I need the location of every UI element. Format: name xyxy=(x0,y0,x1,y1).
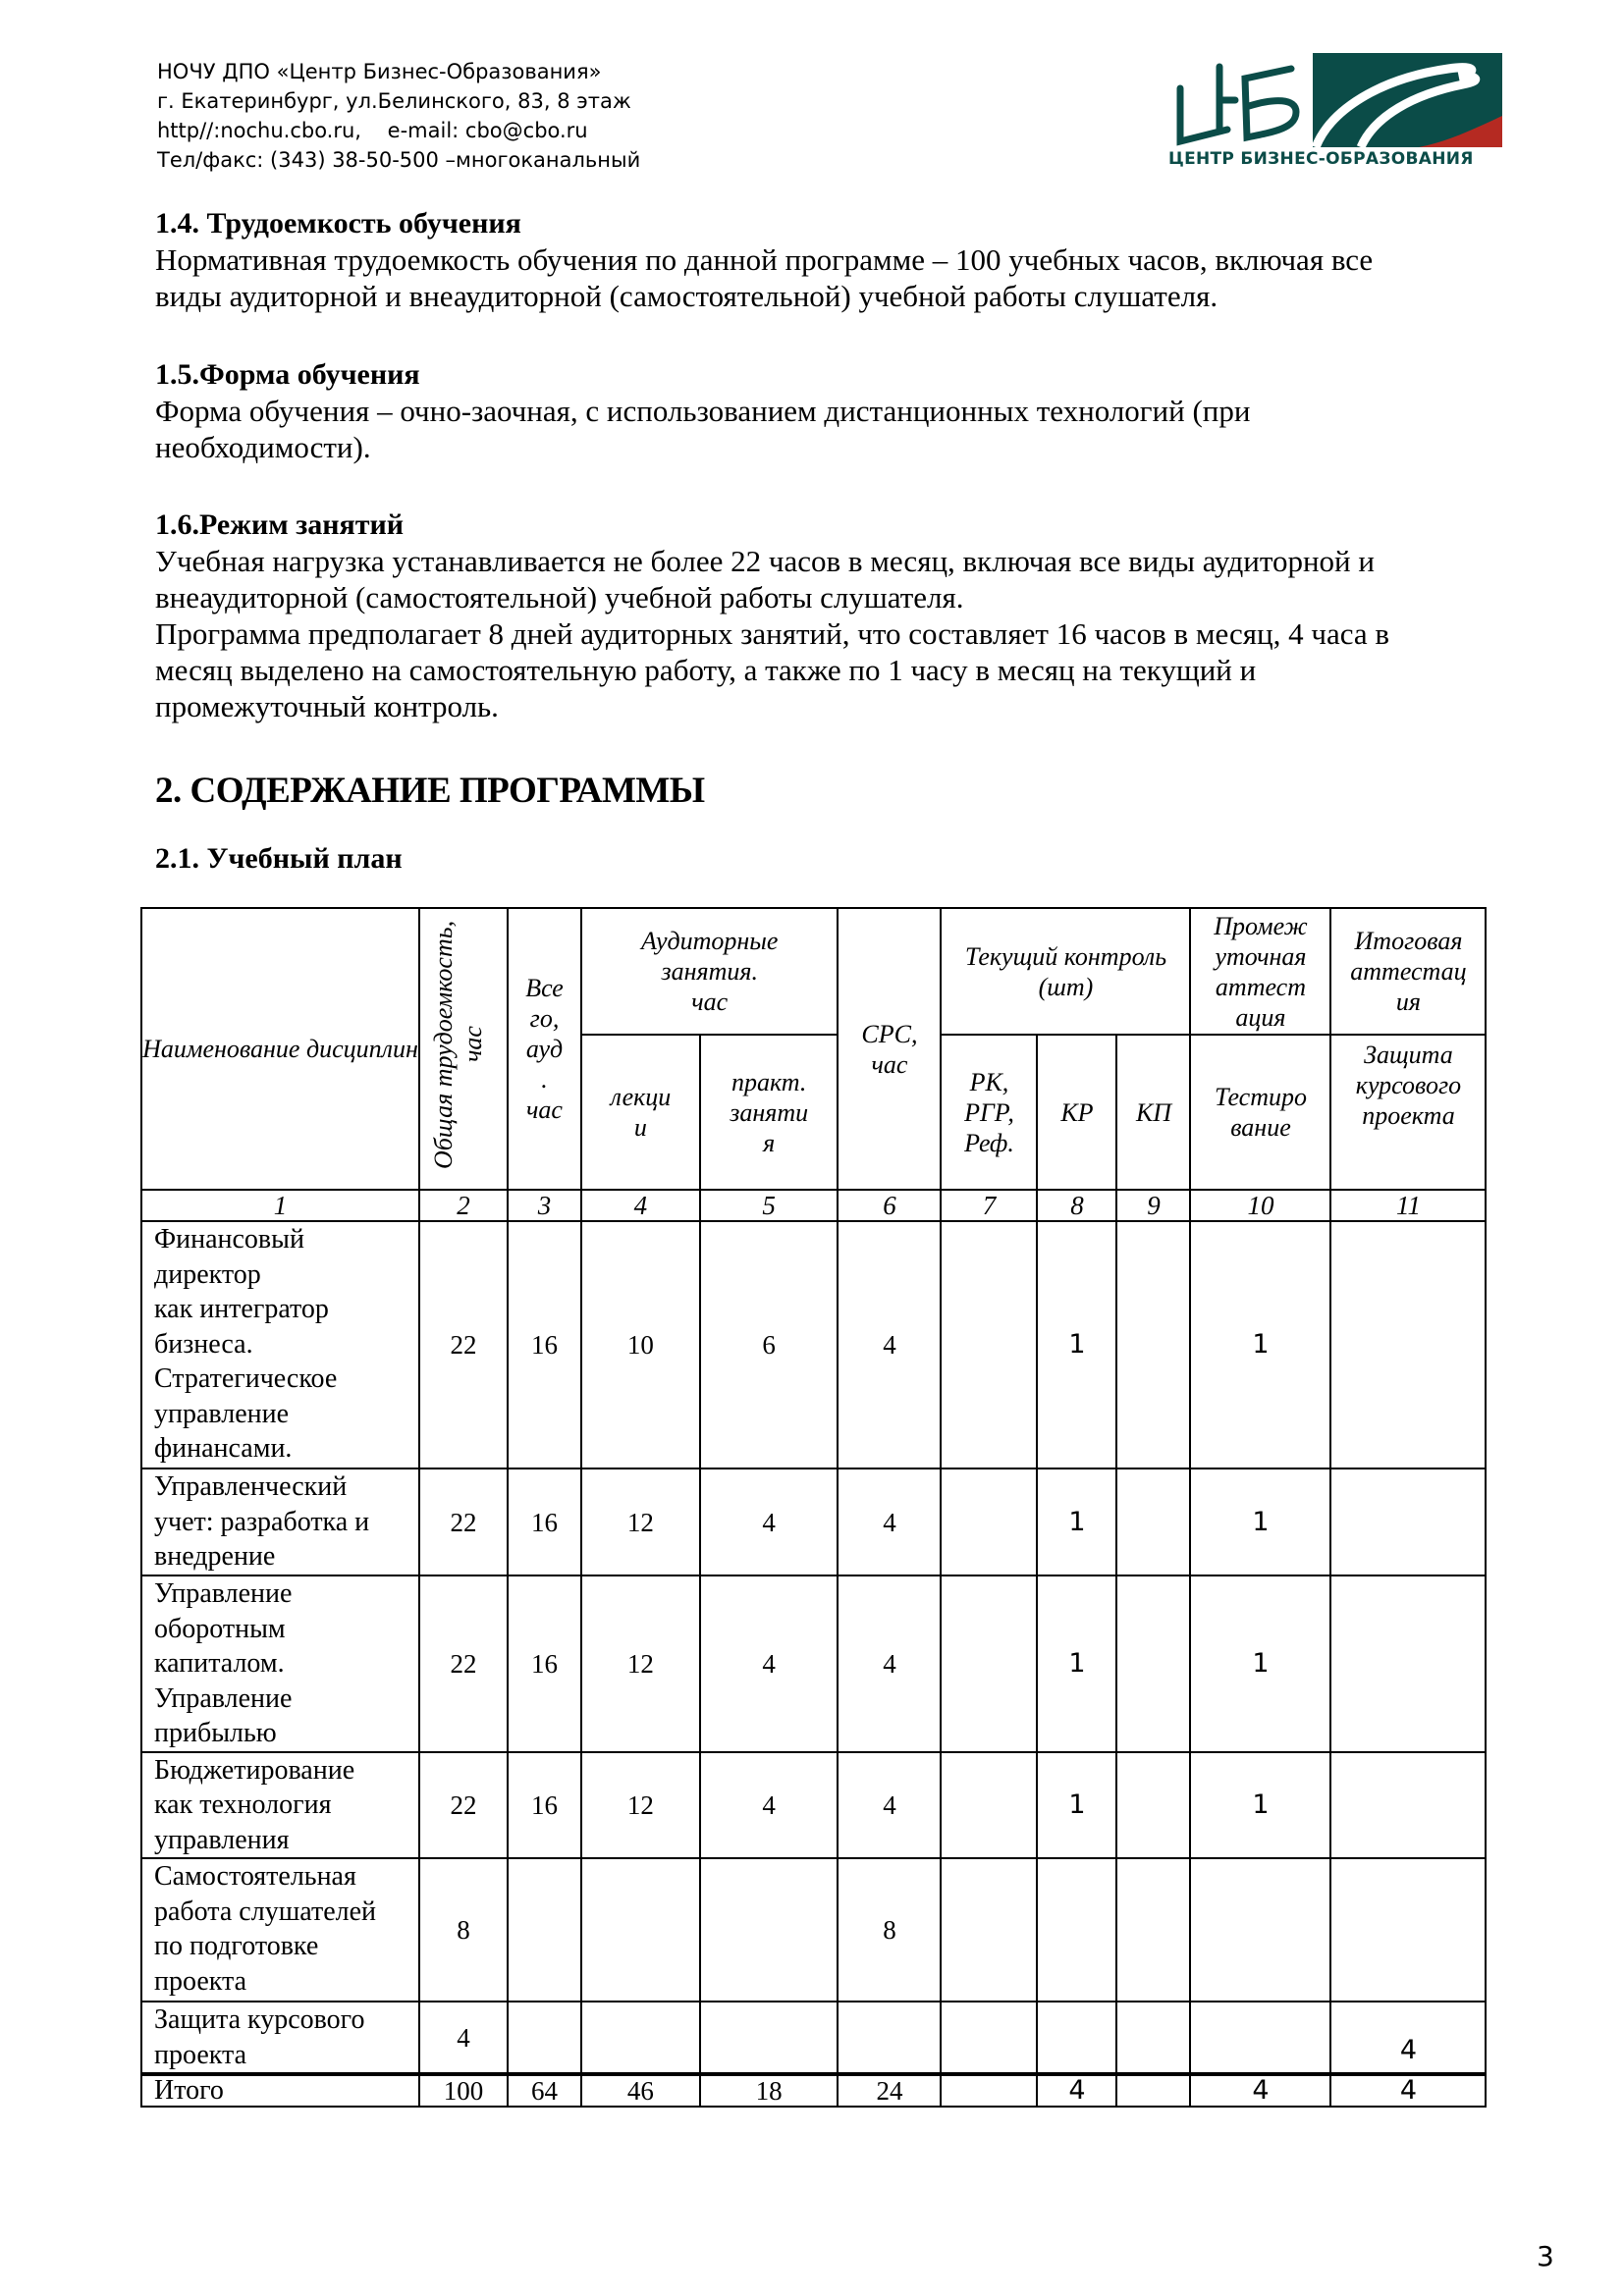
name-line: управление xyxy=(154,1398,290,1429)
header-interim-l3: аттест xyxy=(1215,972,1306,1001)
header-final-l1: Итоговая xyxy=(1354,927,1463,955)
header-interim-group xyxy=(1190,908,1330,1035)
header-testing-l2: вание xyxy=(1230,1113,1291,1142)
header-aud-total-l3: ауд xyxy=(525,1035,564,1063)
colnum-4: 4 xyxy=(581,1190,700,1221)
cell-lectures: 12 xyxy=(581,1752,700,1859)
section-1-6-line-1: Учебная нагрузка устанавливается не более 22 часов в месяц, включая все виды аудиторной и xyxy=(155,544,1375,578)
header-aud-total xyxy=(508,908,581,1190)
cell-srs: 4 xyxy=(838,1752,941,1859)
colnum-5: 5 xyxy=(700,1190,839,1221)
name-line: проекта xyxy=(154,1965,246,1997)
cell-practice xyxy=(700,1858,839,2002)
cell-total: 8 xyxy=(419,1858,508,2002)
discipline-name xyxy=(141,1221,419,1468)
section-1-6-line-2: внеаудиторной (самостоятельной) учебной работы слушателя. xyxy=(155,580,964,614)
cell-practice: 4 xyxy=(700,1752,839,1859)
section-1-5-line-1: Форма обучения – очно-заочная, с использованием дистанционных технологий (при xyxy=(155,394,1251,428)
name-line: как интегратор xyxy=(154,1294,329,1324)
colnum-7: 7 xyxy=(941,1190,1037,1221)
total-aud: 64 xyxy=(508,2074,581,2107)
header-practice-l3: я xyxy=(763,1128,776,1157)
cell-aud: 16 xyxy=(508,1575,581,1752)
header-testing xyxy=(1190,1035,1330,1190)
name-line: учет: разработка и xyxy=(154,1506,370,1537)
cell-aud: 16 xyxy=(508,1221,581,1468)
company-logo xyxy=(1168,51,1502,173)
cell-total: 4 xyxy=(419,2002,508,2074)
name-line: Управление xyxy=(154,1578,293,1609)
section-1-6-line-4: месяц выделено на самостоятельную работу, а также по 1 часу в месяц на текущий и xyxy=(155,653,1257,687)
cell-kr: 1 xyxy=(1037,1468,1116,1575)
discipline-name xyxy=(141,1575,419,1752)
header-aud-total-l2: го, xyxy=(529,1004,560,1033)
cell-kr xyxy=(1037,2002,1116,2074)
cell-testing: 1 xyxy=(1190,1221,1330,1468)
cell-kp xyxy=(1116,1575,1190,1752)
cell-lectures xyxy=(581,2002,700,2074)
name-line: директор xyxy=(154,1258,261,1290)
cell-rk xyxy=(941,1575,1037,1752)
total-testing: 4 xyxy=(1190,2074,1330,2107)
cell-practice: 6 xyxy=(700,1221,839,1468)
org-address: г. Екатеринбург, ул.Белинского, 83, 8 этаж xyxy=(157,89,631,113)
header-defense xyxy=(1330,1035,1486,1190)
colnum-3: 3 xyxy=(508,1190,581,1221)
cell-testing: 1 xyxy=(1190,1468,1330,1575)
section-1-6-line-3: Программа предполагает 8 дней аудиторных занятий, что составляет 16 часов в месяц, 4 часа в xyxy=(155,616,1389,651)
total-total: 100 xyxy=(419,2074,508,2107)
name-line: Защита курсового xyxy=(154,2004,365,2035)
discipline-name xyxy=(141,1752,419,1859)
header-final-group xyxy=(1330,908,1486,1035)
cell-lectures: 10 xyxy=(581,1221,700,1468)
cell-rk xyxy=(941,1858,1037,2002)
header-rk-l3: Реф. xyxy=(964,1128,1014,1157)
cell-kp xyxy=(1116,1858,1190,2002)
header-interim-l1: Промеж xyxy=(1214,911,1308,940)
section-1-5-line-2: необходимости). xyxy=(155,430,371,464)
header-interim-l4: ация xyxy=(1235,1002,1286,1032)
cell-kr xyxy=(1037,1858,1116,2002)
header-total xyxy=(419,908,508,1190)
cell-defense xyxy=(1330,1858,1486,2002)
name-line: Финансовый xyxy=(154,1224,304,1255)
cell-kr: 1 xyxy=(1037,1752,1116,1859)
total-kr: 4 xyxy=(1037,2074,1116,2107)
total-label: Итого xyxy=(141,2074,419,2107)
table-total-row xyxy=(141,2074,1486,2107)
org-web-email: http//:nochu.cbo.ru, e-mail: cbo@cbo.ru xyxy=(157,119,588,142)
total-lectures: 46 xyxy=(581,2074,700,2107)
cell-kp xyxy=(1116,1468,1190,1575)
cell-kr: 1 xyxy=(1037,1575,1116,1752)
cell-defense xyxy=(1330,1752,1486,1859)
header-lectures-l2: и xyxy=(633,1113,647,1142)
cell-srs: 4 xyxy=(838,1221,941,1468)
total-practice: 18 xyxy=(700,2074,839,2107)
discipline-name xyxy=(141,1858,419,2002)
header-rk-l2: РГР, xyxy=(964,1097,1014,1127)
section-1-4-line-1: Нормативная трудоемкость обучения по данной программе – 100 учебных часов, включая все xyxy=(155,242,1374,277)
section-1-6-line-5: промежуточный контроль. xyxy=(155,689,499,723)
header-lectures xyxy=(581,1035,700,1190)
cell-lectures xyxy=(581,1858,700,2002)
header-aud-group: Аудиторные занятия. час xyxy=(581,908,838,1035)
header-defense-l3: проекта xyxy=(1362,1101,1455,1130)
cell-lectures: 12 xyxy=(581,1575,700,1752)
cell-srs: 4 xyxy=(838,1575,941,1752)
header-aud-total-l5: час xyxy=(526,1095,563,1124)
table-row xyxy=(141,1221,1486,1468)
table-row xyxy=(141,1575,1486,1752)
name-line: Управление xyxy=(154,1682,293,1714)
cell-srs xyxy=(838,2002,941,2074)
colnum-11: 11 xyxy=(1330,1190,1486,1221)
section-1-5-title: 1.5.Форма обучения xyxy=(155,358,420,391)
cell-lectures: 12 xyxy=(581,1468,700,1575)
total-kp xyxy=(1116,2074,1190,2107)
cell-testing: 1 xyxy=(1190,1752,1330,1859)
section-2-1-title: 2.1. Учебный план xyxy=(155,842,403,875)
section-1-6-title: 1.6.Режим занятий xyxy=(155,508,405,541)
header-interim-l2: уточная xyxy=(1215,941,1307,971)
cell-defense xyxy=(1330,1221,1486,1468)
cell-rk xyxy=(941,1752,1037,1859)
cell-rk xyxy=(941,1468,1037,1575)
header-testing-l1: Тестиро xyxy=(1214,1083,1307,1111)
name-line: финансами. xyxy=(154,1433,293,1464)
cell-defense: 4 xyxy=(1330,2002,1486,2074)
header-lectures-l1: лекци xyxy=(610,1083,672,1111)
org-name: НОЧУ ДПО «Центр Бизнес-Образования» xyxy=(157,60,602,83)
colnum-10: 10 xyxy=(1190,1190,1330,1221)
cell-kp xyxy=(1116,2002,1190,2074)
header-aud-total-l4: . xyxy=(541,1065,548,1094)
header-defense-l2: курсового xyxy=(1355,1071,1462,1099)
cell-kp xyxy=(1116,1752,1190,1859)
name-line: прибылью xyxy=(154,1718,277,1748)
name-line: управления xyxy=(154,1824,290,1855)
curriculum-table xyxy=(140,907,1487,2108)
org-phone: Тел/факс: (343) 38-50-500 –многоканальный xyxy=(157,148,641,172)
header-defense-l1: Защита xyxy=(1364,1041,1453,1069)
header-practice xyxy=(700,1035,839,1190)
name-line: капиталом. xyxy=(154,1648,285,1679)
cell-aud xyxy=(508,1858,581,2002)
name-line: Бюджетирование xyxy=(154,1754,355,1786)
header-name: Наименование дисциплин xyxy=(141,908,419,1190)
total-rk xyxy=(941,2074,1037,2107)
name-line: Управленческий xyxy=(154,1471,348,1502)
cell-aud: 16 xyxy=(508,1468,581,1575)
header-kp: КП xyxy=(1116,1035,1190,1190)
table-row xyxy=(141,2002,1486,2074)
header-srs-l1: СРС, xyxy=(861,1019,918,1048)
section-2-title: 2. СОДЕРЖАНИЕ ПРОГРАММЫ xyxy=(155,771,705,811)
name-line: бизнеса. xyxy=(154,1328,253,1360)
cell-defense xyxy=(1330,1468,1486,1575)
cell-total: 22 xyxy=(419,1468,508,1575)
cell-practice: 4 xyxy=(700,1468,839,1575)
cell-aud xyxy=(508,2002,581,2074)
colnum-9: 9 xyxy=(1116,1190,1190,1221)
header-kr: КР xyxy=(1037,1035,1116,1190)
cell-testing xyxy=(1190,2002,1330,2074)
cell-practice xyxy=(700,2002,839,2074)
header-practice-l2: заняти xyxy=(730,1097,809,1127)
colnum-8: 8 xyxy=(1037,1190,1116,1221)
table-row xyxy=(141,1468,1486,1575)
header-srs-l2: час xyxy=(871,1049,908,1079)
logo-mark-icon xyxy=(1168,51,1502,149)
header-aud-total-l1: Все xyxy=(525,974,564,1002)
name-line: Самостоятельная xyxy=(154,1861,356,1892)
cell-srs: 8 xyxy=(838,1858,941,2002)
page-number: 3 xyxy=(1537,2240,1554,2272)
colnum-2: 2 xyxy=(419,1190,508,1221)
name-line: как технология xyxy=(154,1789,332,1820)
cell-rk xyxy=(941,1221,1037,1468)
cell-rk xyxy=(941,2002,1037,2074)
header-rk xyxy=(941,1035,1037,1190)
organization-header xyxy=(157,57,640,175)
header-srs xyxy=(838,908,941,1190)
header-final-l3: ия xyxy=(1395,988,1422,1016)
cell-defense xyxy=(1330,1575,1486,1752)
logo-caption: ЦЕНТР БИЗНЕС-ОБРАЗОВАНИЯ xyxy=(1168,149,1474,169)
name-line: работа слушателей xyxy=(154,1896,377,1927)
cell-aud: 16 xyxy=(508,1752,581,1859)
colnum-1: 1 xyxy=(141,1190,419,1221)
cell-testing xyxy=(1190,1858,1330,2002)
cell-kr: 1 xyxy=(1037,1221,1116,1468)
header-total-label: Общая трудоемкость, час xyxy=(429,920,487,1169)
cell-total: 22 xyxy=(419,1575,508,1752)
cell-total: 22 xyxy=(419,1221,508,1468)
name-line: внедрение xyxy=(154,1541,276,1572)
section-1-4-line-2: виды аудиторной и внеаудиторной (самостоятельной) учебной работы слушателя. xyxy=(155,279,1218,313)
cell-practice: 4 xyxy=(700,1575,839,1752)
table-header-row-1 xyxy=(141,908,1486,1035)
header-practice-l1: практ. xyxy=(731,1067,807,1096)
total-defense: 4 xyxy=(1330,2074,1486,2107)
name-line: оборотным xyxy=(154,1613,286,1644)
header-final-l2: аттестац xyxy=(1350,957,1467,986)
cell-total: 22 xyxy=(419,1752,508,1859)
colnum-6: 6 xyxy=(838,1190,941,1221)
discipline-name xyxy=(141,1468,419,1575)
cell-kp xyxy=(1116,1221,1190,1468)
header-current-group: Текущий контроль (шт) xyxy=(941,908,1190,1035)
cell-testing: 1 xyxy=(1190,1575,1330,1752)
table-row xyxy=(141,1858,1486,2002)
cell-srs: 4 xyxy=(838,1468,941,1575)
column-number-row xyxy=(141,1190,1486,1221)
section-1-4-title: 1.4. Трудоемкость обучения xyxy=(155,207,521,240)
total-srs: 24 xyxy=(838,2074,941,2107)
name-line: по подготовке xyxy=(154,1931,319,1961)
name-line: проекта xyxy=(154,2039,246,2070)
name-line: Стратегическое xyxy=(154,1363,338,1394)
table-row xyxy=(141,1752,1486,1859)
header-rk-l1: РК, xyxy=(969,1067,1009,1096)
discipline-name xyxy=(141,2002,419,2074)
